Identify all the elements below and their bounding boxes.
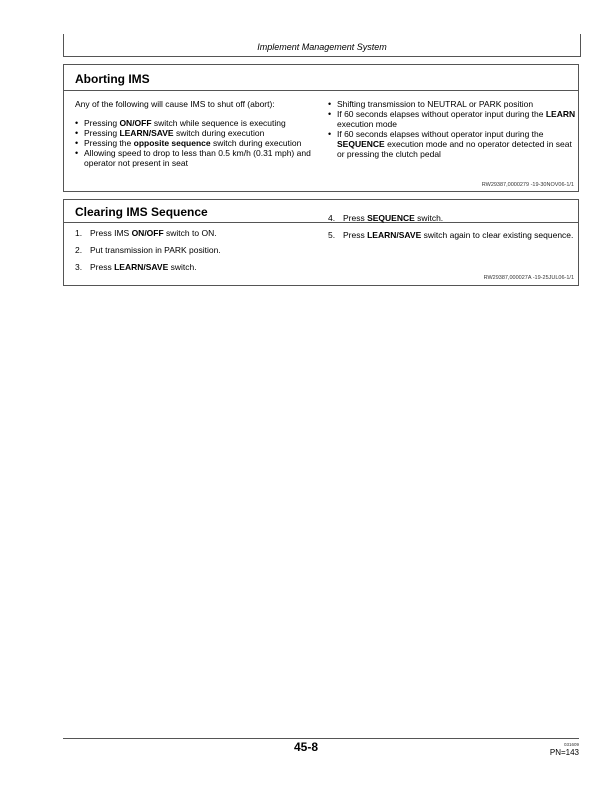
item-text: Pressing [84,128,120,138]
item-text: Put transmission in PARK position. [90,245,221,255]
bullet-item [328,109,576,129]
step-number: 3. [75,262,83,272]
emphasized-text: LEARN/SAVE [119,128,174,138]
item-text: Press IMS [90,228,132,238]
page-header [63,34,581,57]
emphasized-text: SEQUENCE [367,213,415,223]
item-text: switch again to clear existing sequence. [421,230,574,240]
item-text: switch during execution [210,138,302,148]
step-item [328,213,576,223]
item-text: Press [90,262,115,272]
aborting-heading: Aborting IMS [75,72,150,86]
footer-pn: PN=143 [549,748,579,757]
item-text: execution mode and no operator detected in seat or pressing the clutch pedal [337,139,572,159]
emphasized-text: LEARN/SAVE [114,262,169,272]
header-title: Implement Management System [257,42,387,52]
clearing-right-steps [328,213,576,240]
bullet-item [75,118,315,128]
clearing-ims-section [63,199,579,286]
clearing-reference-code: RW29387,000027A -19-25JUL06-1/1 [483,275,574,281]
emphasized-text: ON/OFF [119,118,152,128]
aborting-reference-code: RW29387,0000279 -19-30NOV06-1/1 [481,182,574,188]
step-number: 5. [328,230,336,240]
item-text: Shifting transmission to NEUTRAL or PARK position [337,99,534,109]
bullet-item [75,128,315,138]
step-item [75,228,315,238]
item-text: switch during execution [173,128,265,138]
step-item [328,230,576,240]
item-text: Allowing speed to drop to less than 0.5 km/h (0.31 mph) and operator not present in seat [84,148,311,168]
bullet-item [75,138,315,148]
step-item [75,245,315,255]
emphasized-text: LEARN [545,109,576,119]
clearing-left-steps [75,228,315,272]
item-text: execution mode [337,119,398,129]
step-number: 1. [75,228,83,238]
aborting-intro: Any of the following will cause IMS to shut off (abort): [75,99,275,109]
footer-code: 031609 [563,742,579,747]
emphasized-text: ON/OFF [131,228,164,238]
bullet-item [328,99,576,109]
item-text: Pressing [84,118,120,128]
item-text: If 60 seconds elapses without operator input during the [337,129,544,139]
clearing-right-column [328,213,576,247]
aborting-left-column [75,99,315,168]
emphasized-text: opposite sequence [133,138,211,148]
item-text: If 60 seconds elapses without operator input during the [337,109,546,119]
item-text: Press [343,230,368,240]
item-text: switch. [168,262,197,272]
item-text: Pressing the [84,138,134,148]
aborting-left-list [75,118,315,168]
aborting-ims-section [63,64,579,192]
item-text: switch while sequence is executing [151,118,286,128]
clearing-left-column [75,228,315,279]
aborting-right-list [328,99,576,159]
clearing-heading: Clearing IMS Sequence [75,205,208,219]
step-number: 2. [75,245,83,255]
bullet-item [75,148,315,168]
item-text: switch to ON. [163,228,217,238]
heading-divider [64,90,578,91]
item-text: switch. [414,213,444,223]
step-number: 4. [328,213,336,223]
emphasized-text: SEQUENCE [337,139,385,149]
emphasized-text: LEARN/SAVE [367,230,422,240]
footer-divider [63,738,579,739]
page-number: 45-8 [293,740,319,754]
aborting-right-column [328,99,576,159]
bullet-item [328,129,576,159]
item-text: Press [343,213,368,223]
step-item [75,262,315,272]
